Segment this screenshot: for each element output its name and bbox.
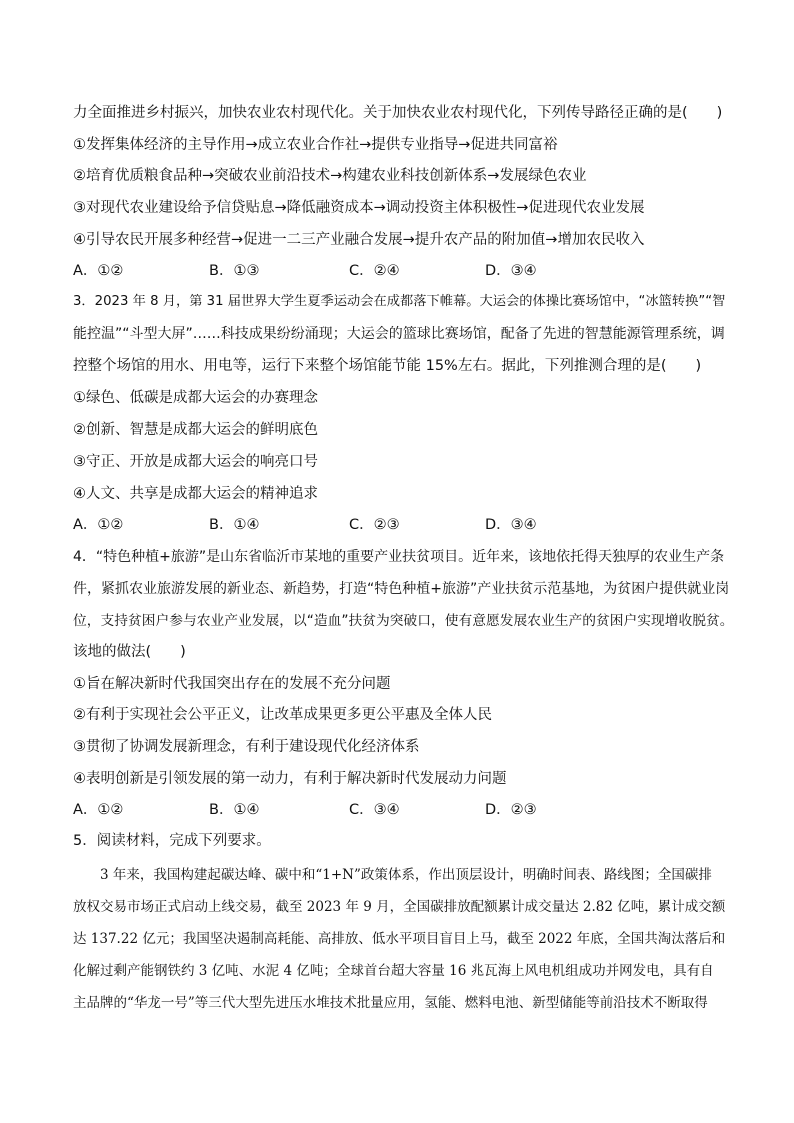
q4-item-2: ②有利于实现社会公平正义，让改革成果更多更公平惠及全体人民 bbox=[73, 707, 492, 723]
q5-material-line-3: 达 137.22 亿元；我国坚决遏制高耗能、高排放、低水平项目盲目上马，截至 2022 年底，全国共淘汰落后和 bbox=[73, 931, 726, 947]
q3-stem-line-2: 能控温”“斗型大屏”……科技成果纷纷涌现；大运会的篮球比赛场馆，配备了先进的智慧能源管理系统，调 bbox=[73, 326, 725, 342]
q4-item-1: ①旨在解决新时代我国突出存在的发展不充分问题 bbox=[73, 676, 391, 692]
q3-option-b: B．①④ bbox=[209, 517, 260, 533]
q2-options bbox=[73, 262, 733, 280]
q2-option-c: C．②④ bbox=[349, 263, 400, 279]
q3-item-3: ③守正、开放是成都大运会的响亮口号 bbox=[73, 454, 318, 470]
q3-options bbox=[73, 516, 733, 534]
q3-option-a: A．①② bbox=[73, 517, 124, 533]
q3-stem-line-3: 控整个场馆的用水、用电等，运行下来整个场馆能节能 15%左右。据此，下列推测合理的是( ) bbox=[73, 358, 702, 374]
q2-item-4: ④引导农民开展多种经营→促进一二三产业融合发展→提升农产品的附加值→增加农民收入 bbox=[73, 232, 645, 248]
q4-option-d: D．②③ bbox=[485, 802, 537, 818]
q2-stem-tail: 力全面推进乡村振兴，加快农业农村现代化。关于加快农业农村现代化，下列传导路径正确的是( ) bbox=[73, 105, 723, 121]
q2-option-d: D．③④ bbox=[485, 263, 537, 279]
q4-option-b: B．①④ bbox=[209, 802, 260, 818]
q3-item-1: ①绿色、低碳是成都大运会的办赛理念 bbox=[73, 390, 318, 406]
q4-option-a: A．①② bbox=[73, 802, 124, 818]
q2-option-a: A．①② bbox=[73, 263, 124, 279]
q2-option-b: B．①③ bbox=[209, 263, 260, 279]
q2-item-2: ②培育优质粮食品种→突破农业前沿技术→构建农业科技创新体系→发展绿色农业 bbox=[73, 168, 587, 184]
q4-item-3: ③贯彻了协调发展新理念，有利于建设现代化经济体系 bbox=[73, 739, 420, 755]
q3-item-2: ②创新、智慧是成都大运会的鲜明底色 bbox=[73, 422, 318, 438]
q4-stem-line-2: 件，紧抓农业旅游发展的新业态、新趋势，打造“特色种植+旅游”产业扶贫示范基地，为贫困户提供就业岗 bbox=[73, 581, 730, 597]
q2-item-3: ③对现代农业建设给予信贷贴息→降低融资成本→调动投资主体积极性→促进现代农业发展 bbox=[73, 200, 645, 216]
q4-stem-line-4: 该地的做法( ) bbox=[73, 644, 186, 660]
q4-stem-line-3: 位，支持贫困户参与农业产业发展，以“造血”扶贫为突破口，使有意愿发展农业生产的贫困户实现增收脱贫。 bbox=[73, 613, 734, 629]
q5-material-line-1: 3 年来，我国构建起碳达峰、碳中和“1+N”政策体系，作出顶层设计，明确时间表、路线图；全国碳排 bbox=[73, 867, 712, 883]
q3-item-4: ④人文、共享是成都大运会的精神追求 bbox=[73, 486, 318, 502]
q4-option-c: C．③④ bbox=[349, 802, 400, 818]
q2-item-1: ①发挥集体经济的主导作用→成立农业合作社→提供专业指导→促进共同富裕 bbox=[73, 137, 558, 153]
q4-stem-line-1: 4．“特色种植+旅游”是山东省临沂市某地的重要产业扶贫项目。近年来，该地依托得天独厚的农业生产条 bbox=[73, 549, 725, 565]
q3-stem-line-1: 3．2023 年 8 月，第 31 届世界大学生夏季运动会在成都落下帷幕。大运会的体操比赛场馆中，“冰篮转换”“智 bbox=[73, 294, 726, 309]
q5-material-line-4: 化解过剩产能钢铁约 3 亿吨、水泥 4 亿吨；全球首台超大容量 16 兆瓦海上风电机组成功并网发电，具有自 bbox=[73, 963, 714, 979]
q4-item-4: ④表明创新是引领发展的第一动力，有利于解决新时代发展动力问题 bbox=[73, 771, 507, 787]
q3-option-c: C．②③ bbox=[349, 517, 400, 533]
q3-option-d: D．③④ bbox=[485, 517, 537, 533]
q4-options bbox=[73, 801, 733, 819]
q5-material-line-5: 主品牌的“华龙一号”等三代大型先进压水堆技术批量应用，氢能、燃料电池、新型储能等前沿技术不断取得 bbox=[73, 995, 708, 1011]
q5-stem: 5．阅读材料，完成下列要求。 bbox=[73, 833, 271, 849]
q5-material-line-2: 放权交易市场正式启动上线交易，截至 2023 年 9 月，全国碳排放配额累计成交量达 2.82 亿吨，累计成交额 bbox=[73, 899, 726, 915]
